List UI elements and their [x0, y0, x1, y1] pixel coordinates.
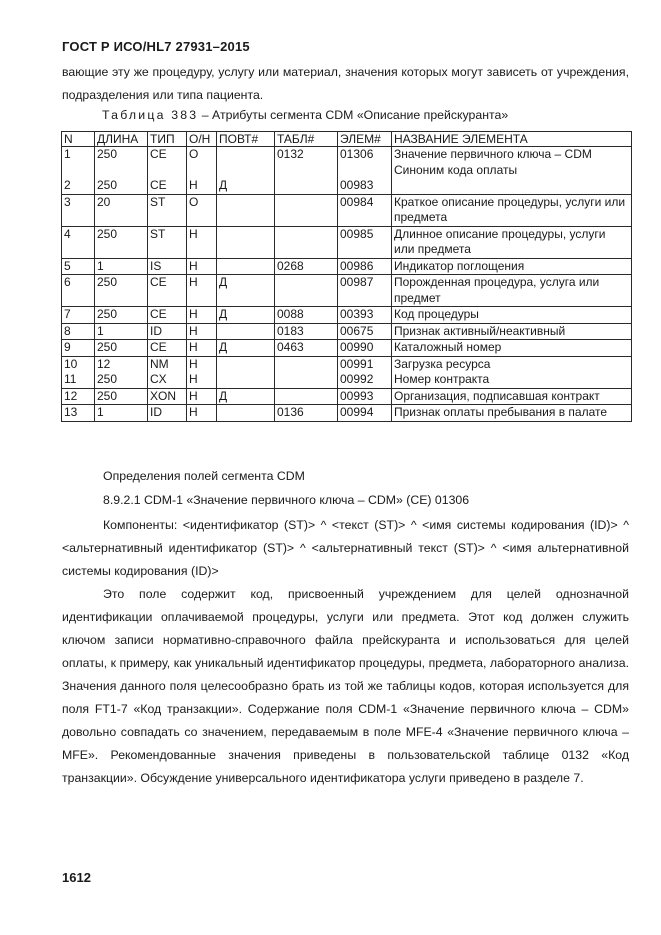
cell-line: 10 — [64, 356, 78, 371]
cell-optionality: Н — [187, 323, 217, 340]
cell-type: ID — [148, 405, 187, 422]
cell-optionality: Н — [187, 258, 217, 275]
cell-length — [95, 147, 148, 195]
cell-line: Загрузка ресурса — [394, 356, 491, 371]
components-paragraph: Компоненты: <идентификатор (ST)> ^ <текст (ST)> ^ <имя системы кодирования (ID)> ^ <альтернативный идентификатор (ST)> ^ <альтернативный текст (ST)> ^ <имя альтернативной системы кодирования (ID)> — [62, 518, 629, 578]
cell-repeat — [217, 323, 275, 340]
cell-optionality: О — [187, 194, 217, 226]
cell-line: NM — [150, 356, 169, 371]
section-heading: Определения полей сегмента CDM — [103, 469, 305, 483]
cell-n: 12 — [62, 388, 95, 405]
table-row — [62, 323, 632, 340]
cell-line: 00983 — [340, 178, 374, 192]
cell-line — [219, 372, 272, 388]
cell-type: CE — [148, 340, 187, 357]
cell-table: 0088 — [275, 307, 338, 324]
cell-repeat: Д — [217, 307, 275, 324]
cell-line: CE — [150, 178, 167, 192]
cell-element-name: Код процедуры — [392, 307, 632, 324]
cell-table: 0463 — [275, 340, 338, 357]
cell-line: 11 — [64, 372, 77, 386]
cell-table — [275, 356, 338, 388]
cell-line — [277, 178, 335, 194]
cell-length: 1 — [95, 258, 148, 275]
cell-n: 5 — [62, 258, 95, 275]
cell-element-name: Длинное описание процедуры, услуги или предмета — [392, 226, 632, 258]
table-caption-title: – Атрибуты сегмента CDM «Описание прейскуранта» — [201, 108, 509, 122]
header-optionality: О/Н — [187, 132, 217, 147]
cell-optionality: Н — [187, 340, 217, 357]
cell-element: 00994 — [338, 405, 392, 422]
table-row — [62, 275, 632, 307]
cell-element-name — [392, 147, 632, 195]
cell-line: 250 — [97, 372, 118, 386]
cell-n: 6 — [62, 275, 95, 307]
cell-length: 1 — [95, 323, 148, 340]
header-repeat: ПОВТ# — [217, 132, 275, 147]
header-table: ТАБЛ# — [275, 132, 338, 147]
cell-element: 00985 — [338, 226, 392, 258]
cell-element-name: Признак оплаты пребывания в палате — [392, 405, 632, 422]
cell-table: 0183 — [275, 323, 338, 340]
cell-element: 00990 — [338, 340, 392, 357]
cell-element-name — [392, 356, 632, 388]
cell-line: Н — [189, 356, 198, 371]
cell-optionality: Н — [187, 275, 217, 307]
cell-repeat: Д — [217, 275, 275, 307]
cell-element: 00987 — [338, 275, 392, 307]
cell-length: 250 — [95, 307, 148, 324]
cell-type — [148, 147, 187, 195]
cell-element — [338, 147, 392, 195]
cell-length: 250 — [95, 226, 148, 258]
cell-repeat — [217, 226, 275, 258]
cell-line: CE — [150, 147, 167, 161]
table-row — [62, 194, 632, 226]
header-length: ДЛИНА — [95, 132, 148, 147]
cell-line: 12 — [97, 356, 111, 371]
cell-repeat: Д — [217, 388, 275, 405]
cell-line: Н — [189, 372, 198, 386]
cell-optionality: Н — [187, 388, 217, 405]
cell-repeat — [217, 147, 275, 195]
cell-length: 20 — [95, 194, 148, 226]
cell-element-name: Организация, подписавшая контракт — [392, 388, 632, 405]
cell-element-name: Каталожный номер — [392, 340, 632, 357]
table-row — [62, 405, 632, 422]
cell-element: 00675 — [338, 323, 392, 340]
cell-element-name: Индикатор поглощения — [392, 258, 632, 275]
cell-type: XON — [148, 388, 187, 405]
cell-n — [62, 356, 95, 388]
cell-n: 4 — [62, 226, 95, 258]
body-paragraph: Это поле содержит код, присвоенный учреждением для целей однозначной идентификации оплачиваемой процедуры, услуги или предмета. Этот код должен служить ключом записи нормативно-справочного файла прейскуранта и использоваться для целей оплаты, к примеру, как уникальный идентификатор процедуры, предмета, лабораторного анализа. Значения данного поля целесообразно брать из той же таблицы кодов, которая используется для поля FT1-7 «Код транзакции». Содержание поля CDM-1 «Значение первичного ключа – CDM» довольно совпадать со значением, передаваемым в поле MFE-4 «Значение первичного ключа – MFE». Рекомендованные значения приведены в пользовательской таблице 0132 «Код транзакции». Обсуждение универсального идентификатора услуги приведено в разделе 7. — [62, 587, 629, 785]
attributes-table — [61, 131, 632, 422]
table-row — [62, 307, 632, 324]
page-number: 1612 — [62, 870, 91, 885]
cell-repeat — [217, 258, 275, 275]
cell-optionality: Н — [187, 226, 217, 258]
table-caption — [102, 108, 508, 122]
cell-length: 1 — [95, 405, 148, 422]
cell-line: Синоним кода оплаты — [394, 162, 518, 177]
cell-optionality — [187, 147, 217, 195]
cell-element: 00986 — [338, 258, 392, 275]
cell-line: Значение первичного ключа – CDM — [394, 147, 592, 161]
cell-line — [219, 147, 272, 163]
cell-length: 250 — [95, 388, 148, 405]
table-row — [62, 226, 632, 258]
cell-line — [219, 357, 272, 373]
cell-table — [275, 194, 338, 226]
cell-line: Д — [219, 178, 228, 192]
cell-line: 250 — [97, 178, 118, 192]
cell-type: CE — [148, 307, 187, 324]
cell-repeat: Д — [217, 340, 275, 357]
header-element-name: НАЗВАНИЕ ЭЛЕМЕНТА — [392, 132, 632, 147]
cell-repeat — [217, 405, 275, 422]
cell-repeat — [217, 356, 275, 388]
cell-repeat — [217, 194, 275, 226]
cell-type: ST — [148, 226, 187, 258]
cell-line — [277, 372, 335, 388]
cell-type: ID — [148, 323, 187, 340]
cell-n: 3 — [62, 194, 95, 226]
cell-line: 1 — [64, 147, 71, 161]
cell-table: 0268 — [275, 258, 338, 275]
table-header-row — [62, 132, 632, 147]
cell-element-name: Порожденная процедура, услуга или предмет — [392, 275, 632, 307]
header-type: ТИП — [148, 132, 187, 147]
table-row — [62, 388, 632, 405]
document-header: ГОСТ Р ИСО/HL7 27931–2015 — [62, 39, 250, 54]
cell-length: 250 — [95, 275, 148, 307]
cell-line: Н — [189, 178, 198, 192]
cell-type — [148, 356, 187, 388]
table-row — [62, 356, 632, 388]
cell-element — [338, 356, 392, 388]
cell-table: 0136 — [275, 405, 338, 422]
table-caption-number: Таблица 383 — [102, 108, 199, 122]
header-element: ЭЛЕМ# — [338, 132, 392, 147]
cell-element: 00984 — [338, 194, 392, 226]
cell-n: 7 — [62, 307, 95, 324]
table-row — [62, 147, 632, 195]
cell-n: 13 — [62, 405, 95, 422]
cell-table — [275, 275, 338, 307]
cell-length: 250 — [95, 340, 148, 357]
cell-line: Номер контракта — [394, 372, 490, 386]
cell-optionality: Н — [187, 307, 217, 324]
header-n: N — [62, 132, 95, 147]
cell-type: IS — [148, 258, 187, 275]
cell-line: 250 — [97, 147, 118, 161]
cell-table — [275, 226, 338, 258]
table-row — [62, 258, 632, 275]
table-row — [62, 340, 632, 357]
intro-paragraph: вающие эту же процедуру, услугу или материал, значения которых могут зависеть от учреждения, подразделения или типа пациента. — [62, 65, 629, 102]
cell-n: 8 — [62, 323, 95, 340]
cell-element: 00393 — [338, 307, 392, 324]
field-heading: 8.9.2.1 CDM-1 «Значение первичного ключа – CDM» (CE) 01306 — [103, 493, 470, 507]
cell-type: CE — [148, 275, 187, 307]
cell-element: 00993 — [338, 388, 392, 405]
cell-optionality: Н — [187, 405, 217, 422]
cell-table — [275, 147, 338, 195]
cell-line: 01306 — [340, 147, 374, 161]
cell-line: 00991 — [340, 356, 374, 371]
cell-line: CX — [150, 372, 167, 386]
cell-element-name: Признак активный/неактивный — [392, 323, 632, 340]
cell-line: 00992 — [340, 372, 374, 386]
cell-length — [95, 356, 148, 388]
cell-table — [275, 388, 338, 405]
cell-optionality — [187, 356, 217, 388]
cell-line — [277, 357, 335, 373]
cell-line: 2 — [64, 178, 71, 192]
cell-type: ST — [148, 194, 187, 226]
cell-element-name: Краткое описание процедуры, услуги или предмета — [392, 194, 632, 226]
cell-line: 0132 — [277, 147, 304, 161]
cell-n: 9 — [62, 340, 95, 357]
cell-line: О — [189, 147, 199, 161]
cell-n — [62, 147, 95, 195]
